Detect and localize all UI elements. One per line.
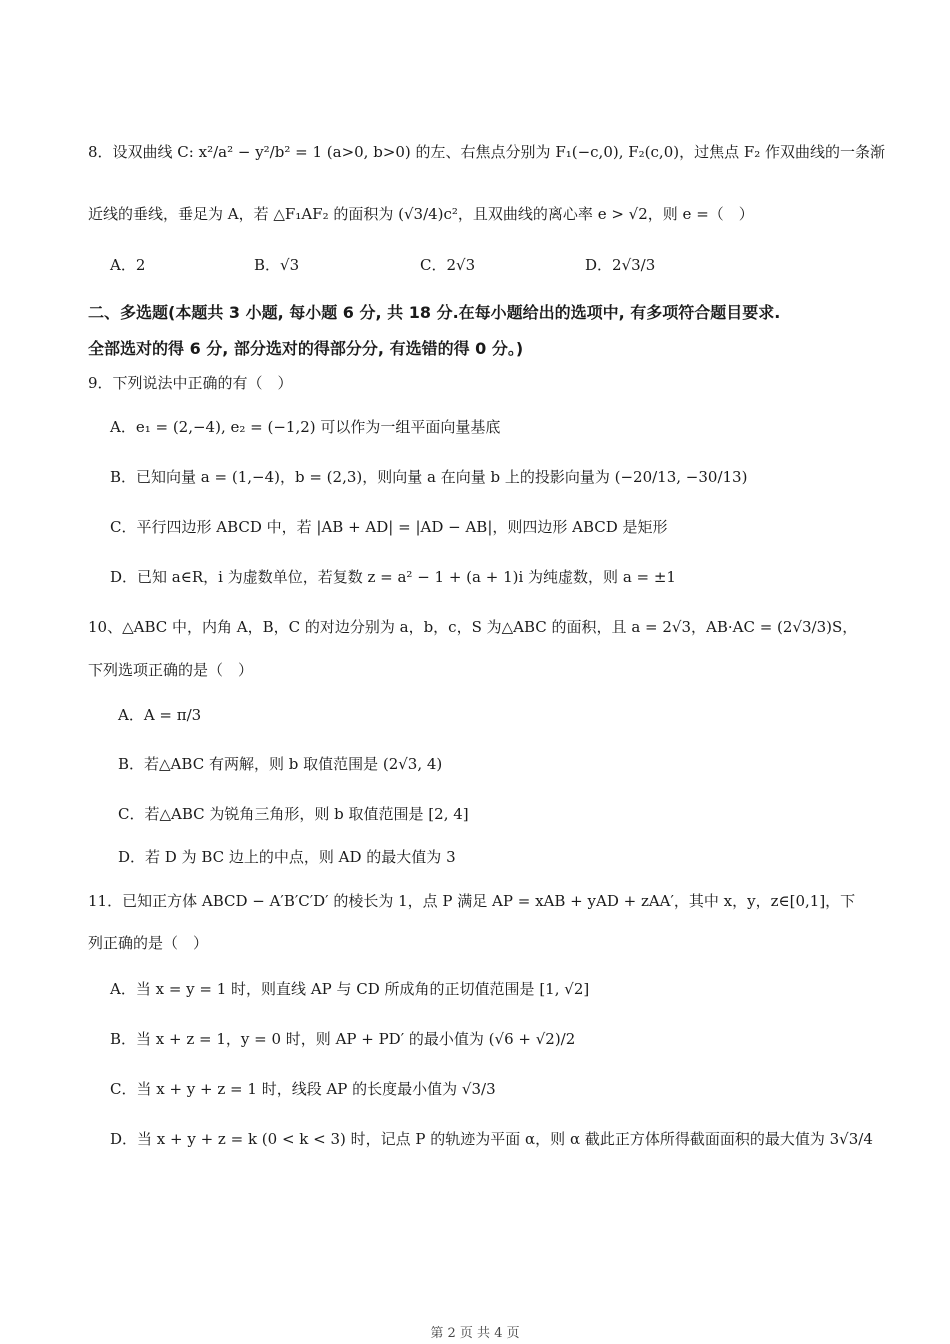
q10-line1: 10、△ABC 中，内角 A，B，C 的对边分别为 a，b，c，S 为△ABC 的面积，且 a = 2√3，AB·AC = (2√3/3)S， <box>88 618 858 636</box>
q8-line2: 近线的垂线，垂足为 A，若 △F₁AF₂ 的面积为 (√3/4)c²，且双曲线的离心率 e > √2，则 e =（ ） <box>88 205 754 223</box>
q8-line1: 8．设双曲线 C: x²/a² − y²/b² = 1 (a>0, b>0) 的左、右焦点分别为 F₁(−c,0), F₂(c,0)，过焦点 F₂ 作双曲线的一条渐 <box>88 143 886 161</box>
q10-option-b: B．若△ABC 有两解，则 b 取值范围是 (2√3, 4) <box>118 755 443 773</box>
q10-line2: 下列选项正确的是（ ） <box>88 661 254 679</box>
q11-option-b: B．当 x + z = 1，y = 0 时，则 AP + PD′ 的最小值为 (√6 + √2)/2 <box>110 1030 576 1048</box>
q10-option-c: C．若△ABC 为锐角三角形，则 b 取值范围是 [2, 4] <box>118 805 469 823</box>
q11-line1: 11．已知正方体 ABCD − A′B′C′D′ 的棱长为 1，点 P 满足 AP = xAB + yAD + zAA′，其中 x，y，z∈[0,1]，下 <box>88 892 856 910</box>
q10-option-a: A．A = π/3 <box>118 706 202 724</box>
q8-option-d: D．2√3/3 <box>585 256 656 274</box>
section2-heading-line2: 全部选对的得 6 分, 部分选对的得部分分, 有选错的得 0 分。) <box>88 339 524 358</box>
q11-line2: 列正确的是（ ） <box>88 934 209 952</box>
q9-option-b: B．已知向量 a = (1,−4)，b = (2,3)，则向量 a 在向量 b 上的投影向量为 (−20/13, −30/13) <box>110 468 748 486</box>
q8-option-a: A．2 <box>110 256 146 274</box>
q9-option-d: D．已知 a∈R，i 为虚数单位，若复数 z = a² − 1 + (a + 1)i 为纯虚数，则 a = ±1 <box>110 568 676 586</box>
section2-heading-line1: 二、多选题(本题共 3 小题, 每小题 6 分, 共 18 分.在每小题给出的选项中, 有多项符合题目要求. <box>88 303 781 322</box>
q11-option-a: A．当 x = y = 1 时，则直线 AP 与 CD 所成角的正切值范围是 [1, √2] <box>110 980 590 998</box>
q9-option-a: A．e₁ = (2,−4), e₂ = (−1,2) 可以作为一组平面向量基底 <box>110 418 501 436</box>
q11-option-c: C．当 x + y + z = 1 时，线段 AP 的长度最小值为 √3/3 <box>110 1080 496 1098</box>
q11-option-d: D．当 x + y + z = k (0 < k < 3) 时，记点 P 的轨迹为平面 α，则 α 截此正方体所得截面面积的最大值为 3√3/4 <box>110 1130 873 1148</box>
q10-option-d: D．若 D 为 BC 边上的中点，则 AD 的最大值为 3 <box>118 848 456 866</box>
q8-option-c: C．2√3 <box>420 256 476 274</box>
q8-option-b: B．√3 <box>254 256 300 274</box>
q9-option-c: C．平行四边形 ABCD 中，若 |AB + AD| = |AD − AB|，则四边形 ABCD 是矩形 <box>110 518 668 536</box>
q9-stem: 9．下列说法中正确的有（ ） <box>88 374 293 392</box>
page-footer: 第 2 页 共 4 页 <box>430 1326 520 1341</box>
